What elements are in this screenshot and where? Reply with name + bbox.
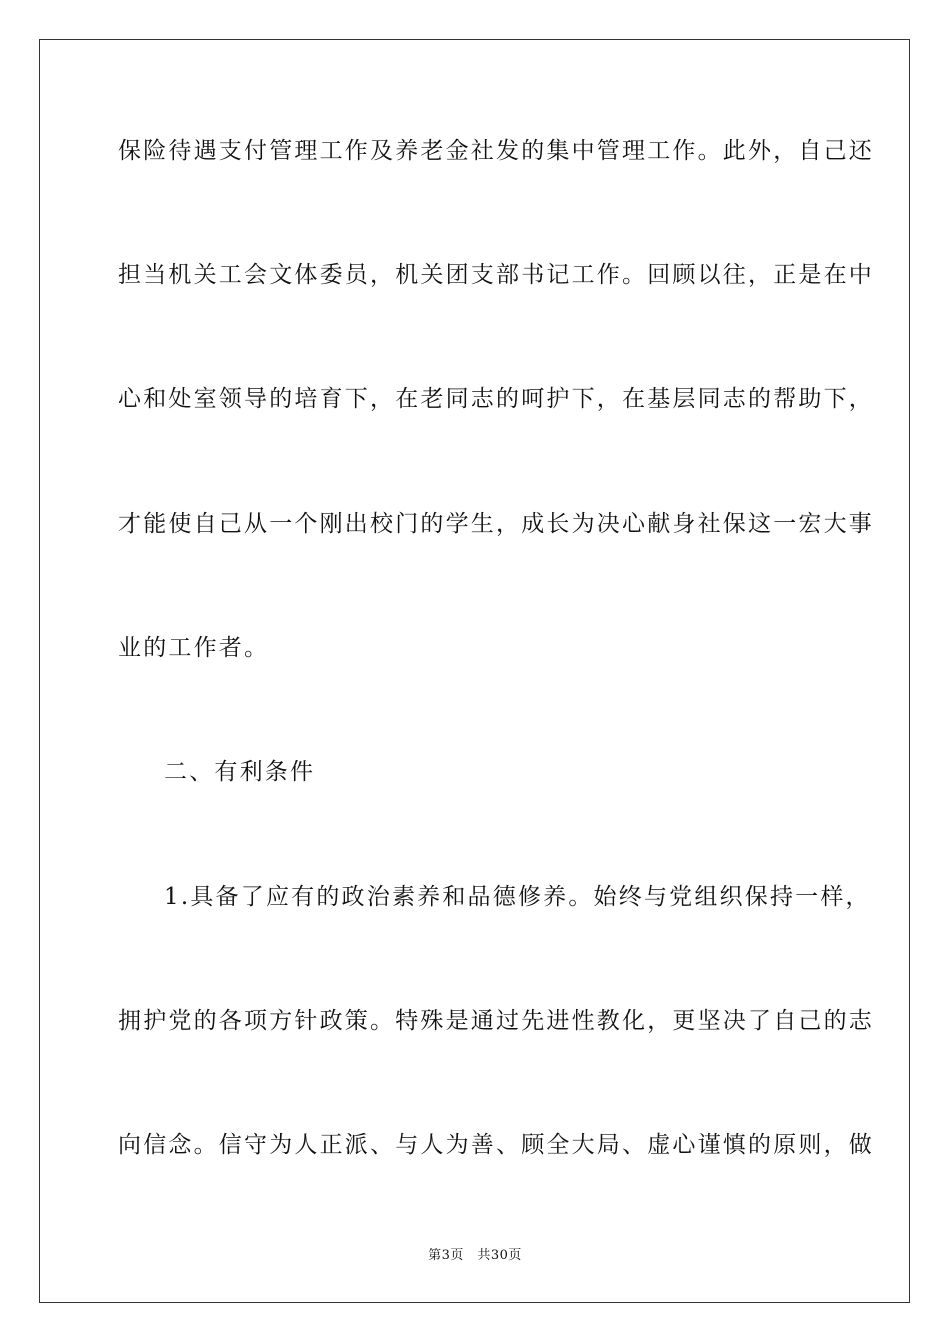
body-line: 才能使自己从一个刚出校门的学生，成长为决心献身社保这一宏大事 xyxy=(118,511,874,537)
body-line: 担当机关工会文体委员，机关团支部书记工作。回顾以往，正是在中 xyxy=(118,262,874,288)
section-heading: 二、有利条件 xyxy=(164,759,316,785)
body-line: 心和处室领导的培育下，在老同志的呵护下，在基层同志的帮助下， xyxy=(118,386,874,412)
page-border xyxy=(39,39,910,1303)
body-line: 向信念。信守为人正派、与人为善、顾全大局、虚心谨慎的原则，做 xyxy=(118,1132,874,1158)
body-line: 1.具备了应有的政治素养和品德修养。始终与党组织保持一样， xyxy=(164,884,871,910)
body-line: 拥护党的各项方针政策。特殊是通过先进性教化，更坚决了自己的志 xyxy=(118,1008,874,1034)
page-number-footer: 第3页 共30页 xyxy=(428,1248,522,1263)
body-line: 业的工作者。 xyxy=(118,635,270,661)
body-line: 保险待遇支付管理工作及养老金社发的集中管理工作。此外，自己还 xyxy=(118,138,874,164)
